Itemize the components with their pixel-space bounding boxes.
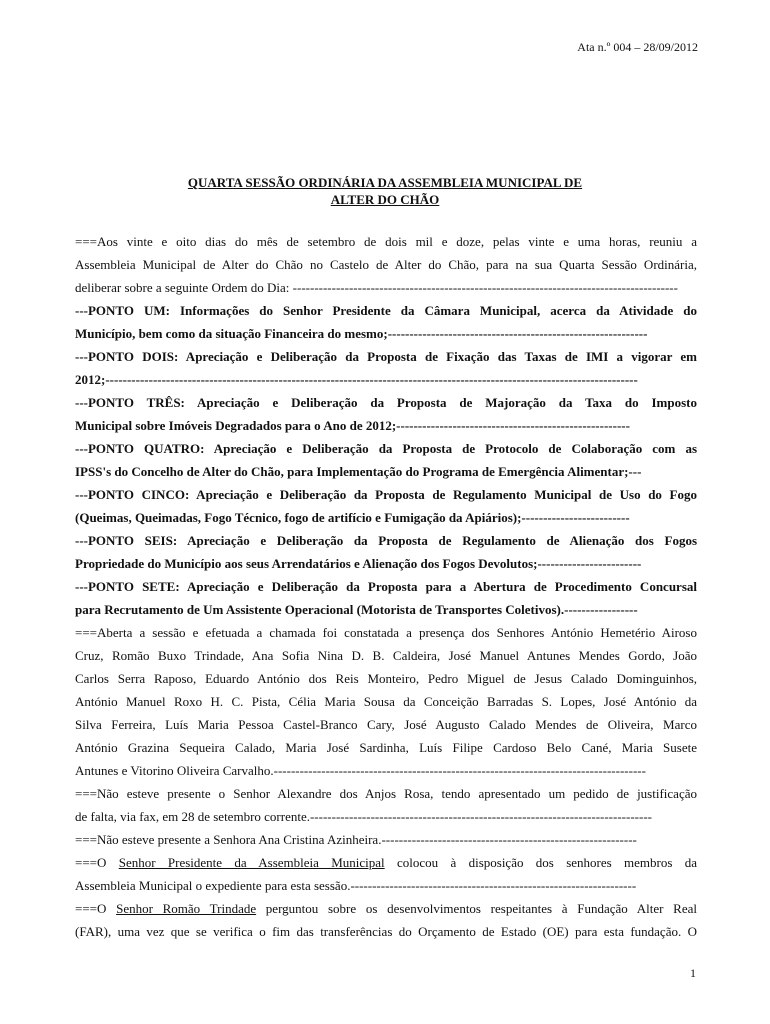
text-line: ---PONTO TRÊS: Apreciação e Deliberação da Proposta de Majoração da Taxa do Imposto	[75, 395, 697, 410]
text-line: António Manuel Roxo H. C. Pista, Célia Maria Sousa da Conceição Barradas S. Lopes, José António da	[75, 694, 697, 709]
text-line: Assembleia Municipal o expediente para esta sessão.------------------------------------------------------------------	[75, 878, 637, 893]
text-line: ===Não esteve presente a Senhora Ana Cristina Azinheira.-----------------------------------------------------------	[75, 832, 637, 847]
text-line: ===Não esteve presente o Senhor Alexandre dos Anjos Rosa, tendo apresentado um pedido de justificação	[75, 786, 697, 801]
speaker-name: Senhor Presidente da Assembleia Municipal	[118, 855, 385, 870]
text-line: Silva Ferreira, Luís Maria Pessoa Castel-Branco Cary, José Augusto Calado Mendes de Oliveira, Marco	[75, 717, 697, 732]
text-line	[75, 851, 697, 874]
title-line-2: ALTER DO CHÃO	[330, 192, 440, 207]
agenda-item-four	[75, 437, 697, 483]
agenda-item-six	[75, 529, 697, 575]
text-run: ===O	[75, 855, 119, 870]
document-title	[0, 174, 770, 208]
absence-paragraph-1	[75, 782, 697, 828]
agenda-item-two	[75, 345, 697, 391]
text-line: ---PONTO SETE: Apreciação e Deliberação da Proposta para a Abertura de Procedimento Concursal	[75, 579, 697, 594]
text-line: Carlos Serra Raposo, Eduardo António dos Reis Monteiro, Pedro Miguel de Jesus Calado Dominguinhos,	[75, 671, 697, 686]
text-run: perguntou sobre os desenvolvimentos respeitantes à Fundação Alter Real	[256, 901, 697, 916]
text-line: Município, bem como da situação Financeira do mesmo;------------------------------------------------------------	[75, 326, 648, 341]
agenda-item-three	[75, 391, 697, 437]
text-line: Cruz, Romão Buxo Trindade, Ana Sofia Nina D. B. Caldeira, José Manuel Antunes Mendes Gordo, João	[75, 648, 697, 663]
minutes-reference: Ata n.º 004 – 28/09/2012	[577, 40, 698, 54]
attendance-paragraph	[75, 621, 697, 782]
question-paragraph	[75, 897, 697, 943]
text-line: (FAR), uma vez que se verifica o fim das transferências do Orçamento de Estado (OE) para esta fundação. O	[75, 924, 697, 939]
text-line: ---PONTO SEIS: Apreciação e Deliberação da Proposta de Regulamento de Alienação dos Fogos	[75, 533, 697, 548]
text-run: ===O	[75, 901, 117, 916]
page-number: 1	[690, 966, 696, 980]
text-line: Propriedade do Município aos seus Arrendatários e Alienação dos Fogos Devolutos;------------------------	[75, 556, 642, 571]
title-line-1: QUARTA SESSÃO ORDINÁRIA DA ASSEMBLEIA MUNICIPAL DE	[187, 175, 583, 190]
text-line: ---PONTO UM: Informações do Senhor Presidente da Câmara Municipal, acerca da Atividade do	[75, 303, 697, 318]
absence-paragraph-2	[75, 828, 697, 851]
text-line: Antunes e Vitorino Oliveira Carvalho.--------------------------------------------------------------------------------------	[75, 763, 646, 778]
text-line: de falta, via fax, em 28 de setembro corrente.-------------------------------------------------------------------------------	[75, 809, 652, 824]
agenda-item-one	[75, 299, 697, 345]
text-line: António Grazina Sequeira Calado, Maria José Sardinha, Luís Filipe Cardoso Belo Cané, Maria Susete	[75, 740, 697, 755]
text-line: IPSS's do Concelho de Alter do Chão, para Implementação do Programa de Emergência Alimentar;---	[75, 464, 642, 479]
text-line: ---PONTO QUATRO: Apreciação e Deliberação da Proposta de Protocolo de Colaboração com as	[75, 441, 697, 456]
agenda-item-five	[75, 483, 697, 529]
text-line	[75, 897, 697, 920]
text-line: Municipal sobre Imóveis Degradados para o Ano de 2012;------------------------------------------------------	[75, 418, 630, 433]
text-line: ===Aberta a sessão e efetuada a chamada foi constatada a presença dos Senhores António Hemetério Airoso	[75, 625, 697, 640]
text-line: ---PONTO CINCO: Apreciação e Deliberação da Proposta de Regulamento Municipal de Uso do Fogo	[75, 487, 697, 502]
text-line: para Recrutamento de Um Assistente Operacional (Motorista de Transportes Coletivos).-----------------	[75, 602, 638, 617]
text-line: (Queimas, Queimadas, Fogo Técnico, fogo de artifício e Fumigação da Apiários);-------------------------	[75, 510, 630, 525]
opening-paragraph	[75, 230, 697, 299]
minutes-body	[75, 230, 697, 943]
text-line: deliberar sobre a seguinte Ordem do Dia: -----------------------------------------------------------------------------------------	[75, 280, 678, 295]
text-line: Assembleia Municipal de Alter do Chão no Castelo de Alter do Chão, para na sua Quarta Sessão Ordinária,	[75, 257, 697, 272]
text-line: ===Aos vinte e oito dias do mês de setembro de dois mil e doze, pelas vinte e uma horas, reuniu a	[75, 234, 697, 249]
text-run: colocou à disposição dos senhores membros da	[384, 855, 697, 870]
text-line: 2012;---------------------------------------------------------------------------------------------------------------------------	[75, 372, 638, 387]
agenda-item-seven	[75, 575, 697, 621]
speaker-name: Senhor Romão Trindade	[116, 901, 257, 916]
text-line: ---PONTO DOIS: Apreciação e Deliberação da Proposta de Fixação das Taxas de IMI a vigorar em	[75, 349, 697, 364]
correspondence-paragraph	[75, 851, 697, 897]
